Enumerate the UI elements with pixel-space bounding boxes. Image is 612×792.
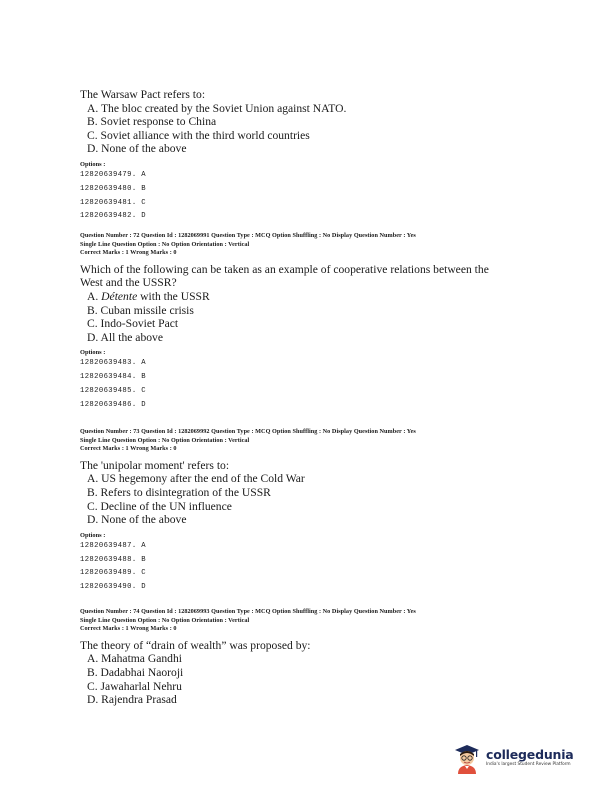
option-d: D. All the above [87, 330, 163, 344]
question-text [80, 263, 520, 290]
option-d: D. None of the above [87, 142, 187, 156]
marks-meta: Correct Marks : 1 Wrong Marks : 0 [80, 445, 177, 453]
question-meta: Single Line Question Option : No Option Orientation : Vertical [80, 616, 250, 624]
option-b: B. Cuban missile crisis [87, 303, 194, 317]
collegedunia-logo [452, 742, 582, 774]
option-id: 12820639489. C [80, 569, 146, 578]
option-suffix: with the USSR [137, 289, 210, 303]
option-b: B. Refers to disintegration of the USSR [87, 485, 271, 499]
question-line: Which of the following can be taken as an example of cooperative relations between the [80, 262, 489, 276]
question-meta: Single Line Question Option : No Option Orientation : Vertical [80, 240, 250, 248]
option-d: D. Rajendra Prasad [87, 693, 177, 707]
option-d: D. None of the above [87, 513, 187, 527]
marks-meta: Correct Marks : 1 Wrong Marks : 0 [80, 625, 177, 633]
question-73 [80, 428, 520, 595]
option-a [80, 290, 520, 304]
option-b: B. Dadabhai Naoroji [87, 665, 184, 679]
question-meta: Question Number : 73 Question Id : 1282069992 Question Type : MCQ Option Shuffling : No Display Question Number : Yes [80, 428, 416, 435]
option-b: B. Soviet response to China [87, 115, 217, 129]
brand-tagline: India's largest Student Review Platform [486, 762, 571, 767]
logo-text [486, 748, 574, 768]
brand-name: collegedunia [486, 747, 574, 762]
option-c: C. Soviet alliance with the third world countries [87, 128, 310, 142]
question-text: The Warsaw Pact refers to: [80, 88, 206, 101]
option-id: 12820639484. B [80, 373, 146, 382]
option-c: C. Indo-Soviet Pact [87, 317, 179, 331]
option-id: 12820639490. D [80, 583, 146, 592]
graduate-mascot-icon [452, 742, 482, 774]
question-74 [80, 608, 520, 707]
question-72 [80, 232, 520, 413]
option-id: 12820639481. C [80, 198, 146, 207]
option-id: 12820639485. C [80, 386, 146, 395]
options-label: Options : [80, 160, 106, 168]
option-id: 12820639488. B [80, 555, 146, 564]
question-meta: Question Number : 72 Question Id : 1282069991 Question Type : MCQ Option Shuffling : No Display Question Number : Yes [80, 232, 416, 239]
option-italic-term: Détente [101, 289, 138, 303]
option-id: 12820639487. A [80, 541, 146, 550]
option-id: 12820639486. D [80, 400, 146, 409]
option-id: 12820639483. A [80, 359, 146, 368]
question-text: The 'unipolar moment' refers to: [80, 458, 230, 472]
option-c: C. Decline of the UN influence [87, 499, 232, 513]
option-a: A. The bloc created by the Soviet Union against NATO. [87, 101, 347, 115]
option-a: A. US hegemony after the end of the Cold War [87, 472, 305, 486]
option-id: 12820639482. D [80, 212, 146, 221]
question-meta: Single Line Question Option : No Option Orientation : Vertical [80, 436, 250, 444]
option-id: 12820639479. A [80, 170, 146, 179]
question-text: The theory of “drain of wealth” was proposed by: [80, 638, 311, 652]
option-c: C. Jawaharlal Nehru [87, 679, 182, 693]
question-71 [80, 88, 520, 224]
question-meta: Question Number : 74 Question Id : 1282069993 Question Type : MCQ Option Shuffling : No Display Question Number : Yes [80, 608, 416, 615]
question-line: West and the USSR? [80, 276, 177, 290]
options-label: Options : [80, 531, 106, 539]
option-a: A. Mahatma Gandhi [87, 652, 182, 666]
options-label: Options : [80, 349, 106, 357]
marks-meta: Correct Marks : 1 Wrong Marks : 0 [80, 249, 177, 257]
option-id: 12820639480. B [80, 184, 146, 193]
option-prefix: A. [87, 289, 102, 303]
